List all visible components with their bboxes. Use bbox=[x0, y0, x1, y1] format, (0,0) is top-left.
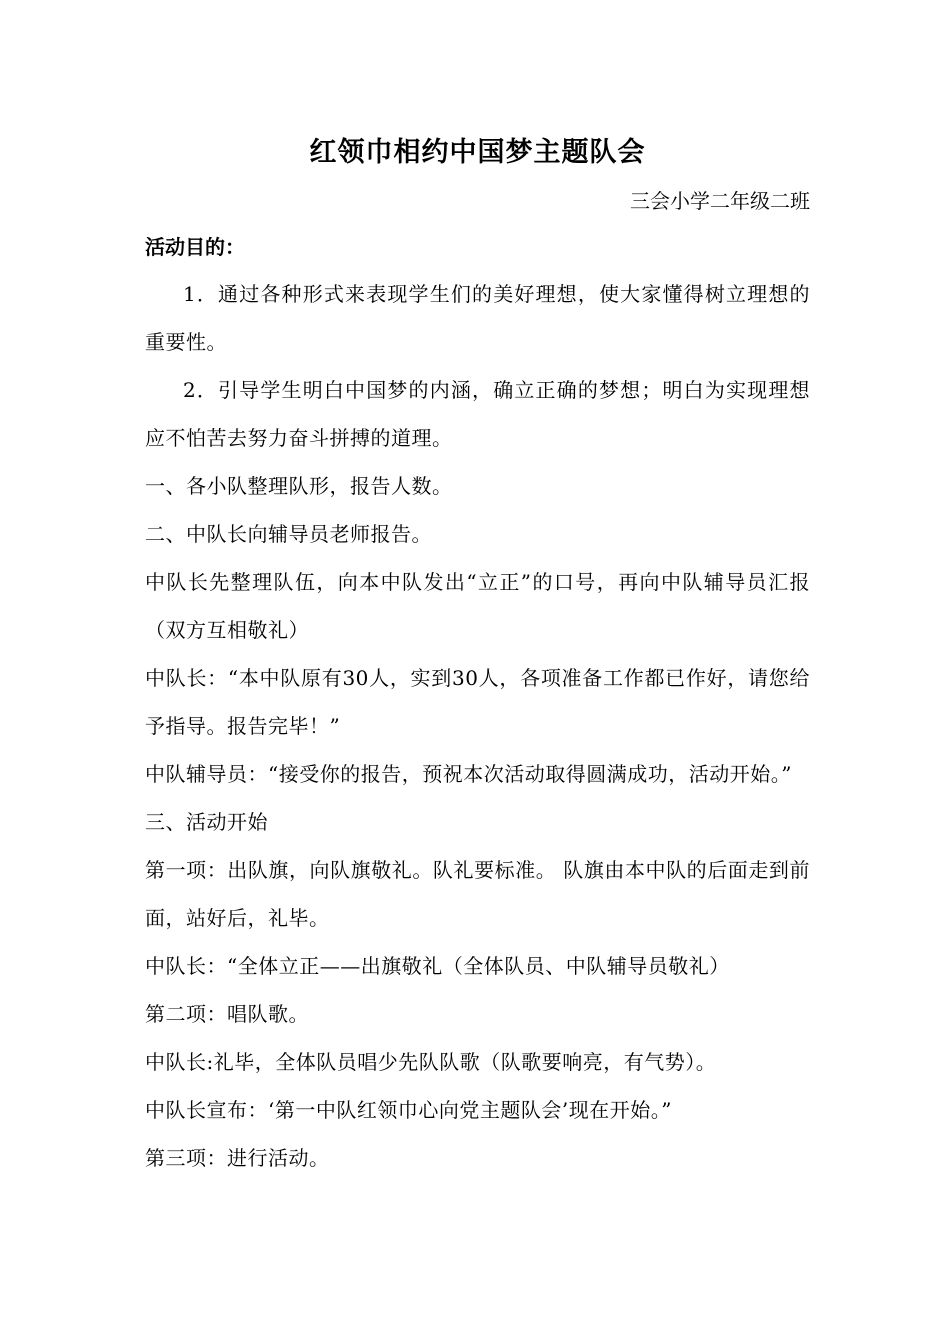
paragraph: 1．通过各种形式来表现学生们的美好理想，使大家懂得树立理想的重要性。 bbox=[145, 282, 810, 354]
paragraph: 2．引导学生明白中国梦的内涵，确立正确的梦想；明白为实现理想应不怕苦去努力奋斗拼搏的道理。 bbox=[145, 378, 810, 450]
paragraph: 中队辅导员：“接受你的报告，预祝本次活动取得圆满成功，活动开始。” bbox=[145, 762, 792, 786]
paragraph: 第二项：唱队歌。 bbox=[145, 1002, 309, 1026]
paragraph: 中队长：“本中队原有30人，实到30人，各项准备工作都已作好，请您给予指导。报告完毕！” bbox=[145, 666, 810, 738]
document-page bbox=[145, 128, 810, 1182]
paragraph: 第三项：进行活动。 bbox=[145, 1146, 330, 1170]
paragraph: 二、中队长向辅导员老师报告。 bbox=[145, 522, 432, 546]
paragraph: 中队长：“全体立正——出旗敬礼（全体队员、中队辅导员敬礼） bbox=[145, 954, 730, 978]
paragraph: 中队长先整理队伍，向本中队发出“立正”的口号，再向中队辅导员汇报（双方互相敬礼） bbox=[145, 570, 810, 642]
document-title: 红领巾相约中国梦主题队会 bbox=[309, 137, 646, 168]
paragraph: 第一项：出队旗，向队旗敬礼。队礼要标准。 队旗由本中队的后面走到前面，站好后，礼毕。 bbox=[145, 858, 810, 930]
paragraph: 中队长宣布：‘第一中队红领巾心向党主题队会’现在开始。” bbox=[145, 1098, 672, 1122]
purpose-heading: 活动目的： bbox=[145, 235, 245, 259]
document-subtitle: 三会小学二年级二班 bbox=[630, 189, 810, 213]
paragraph: 三、活动开始 bbox=[145, 810, 268, 834]
paragraph: 一、各小队整理队形，报告人数。 bbox=[145, 474, 453, 498]
paragraph: 中队长:礼毕，全体队员唱少先队队歌（队歌要响亮，有气势）。 bbox=[145, 1050, 717, 1074]
